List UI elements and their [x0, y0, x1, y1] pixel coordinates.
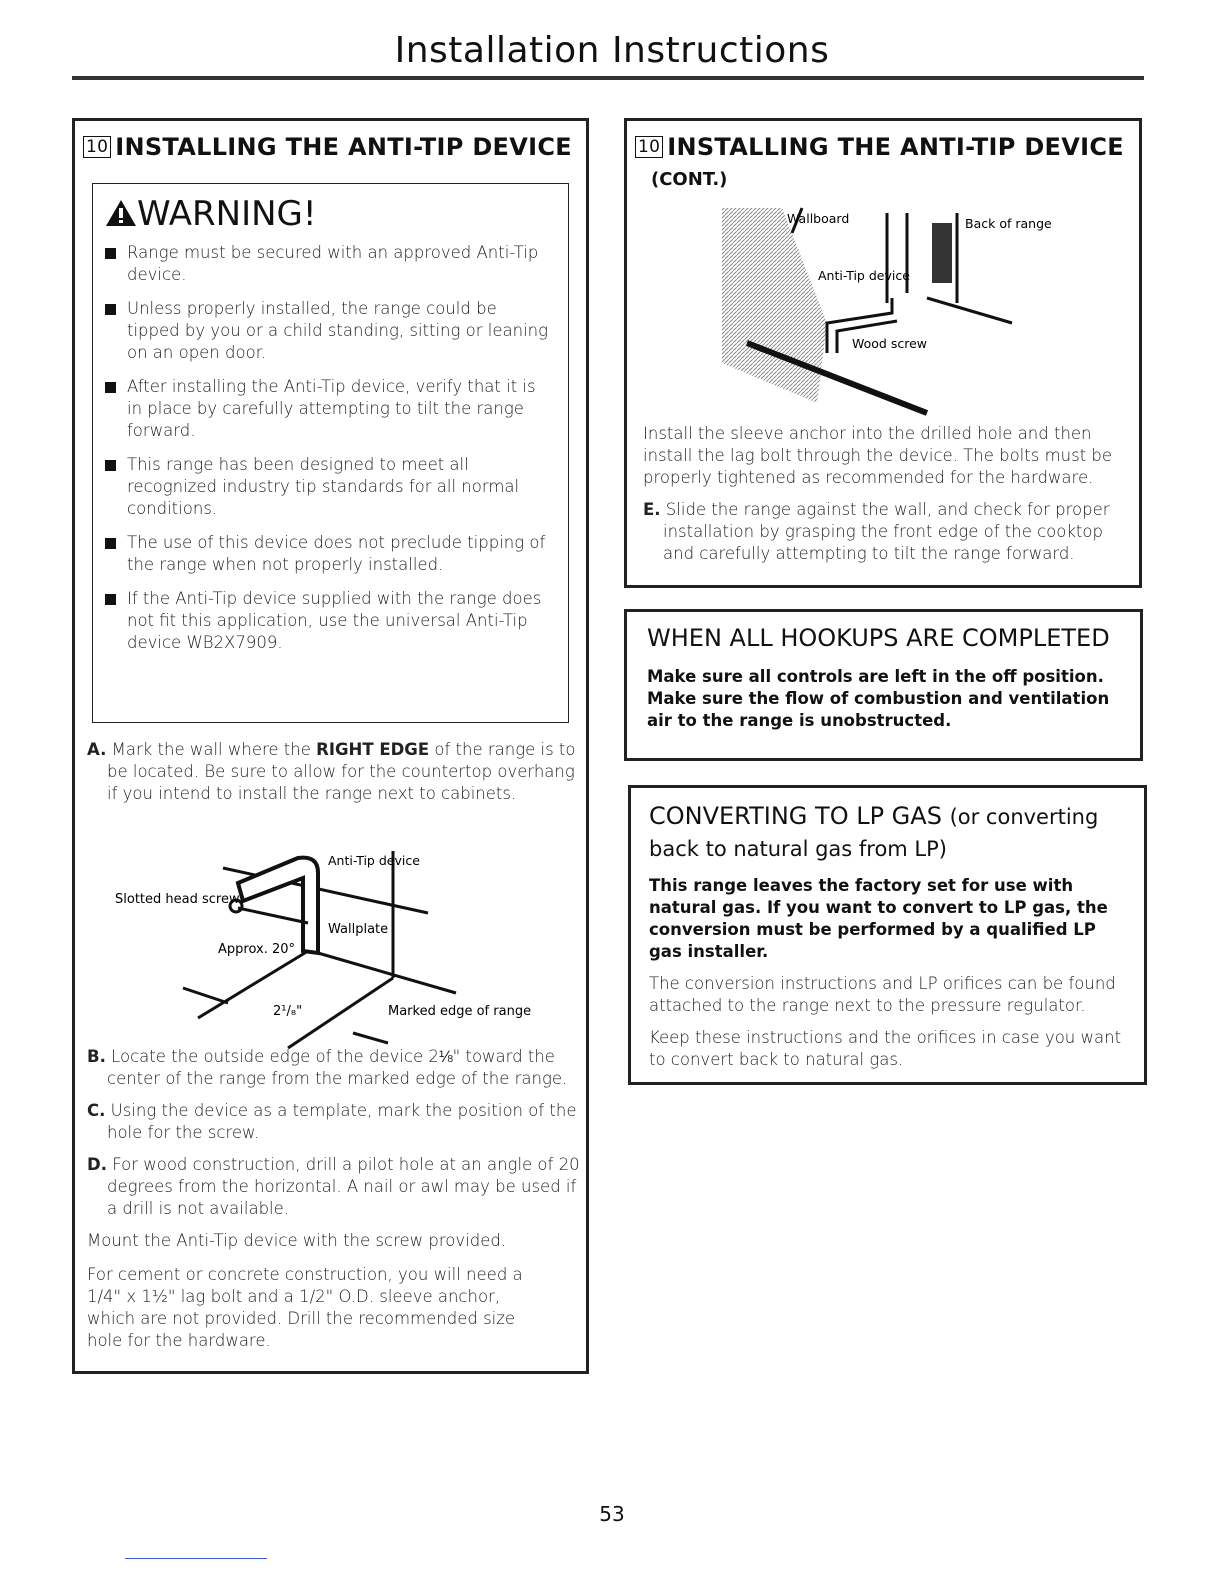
step-number: 10: [83, 136, 111, 158]
wood-screw-label: Wood screw: [852, 336, 927, 351]
lp-bold-text: This range leaves the factory set for use with natural gas. If you want to convert to LP gas, the conversion must be performed by a qualified LP gas installer.: [649, 876, 1108, 961]
section-heading: [649, 800, 1126, 833]
lp-text-2: Keep these instructions and the orifices in case you want to convert back to natural gas.: [649, 1028, 1122, 1069]
wallplate-label: Wallplate: [328, 922, 389, 937]
hookups-section: [624, 609, 1143, 761]
angle-label: Approx. 20°: [218, 942, 296, 957]
right-body: [643, 423, 1123, 575]
wallboard-label: Wallboard: [787, 211, 850, 226]
anti-tip-diagram: [103, 833, 563, 1053]
warning-triangle-icon: [105, 199, 137, 227]
step-a-text-pre: Mark the wall where the: [111, 740, 317, 759]
concrete-text: For cement or concrete construction, you will need a 1/4" x 1½" lag bolt and a 1/2" O.D. sleeve anchor, which are not provided. Drill the recommended size hole for the hardware.: [87, 1265, 523, 1350]
heading-text: CONVERTING TO LP GAS: [649, 802, 942, 830]
step-text: For wood construction, drill a pilot hole at an angle of 20 degrees from the horizontal. A nail or awl may be used if a drill is not available.: [107, 1155, 580, 1218]
section-heading: WHEN ALL HOOKUPS ARE COMPLETED: [647, 624, 1110, 652]
page-title: Installation Instructions: [394, 30, 830, 71]
lp-gas-section: [628, 785, 1147, 1085]
anti-tip-label: Anti-Tip device: [818, 268, 910, 283]
subheading: (CONT.): [651, 169, 728, 190]
warning-title: [105, 194, 554, 234]
steps-b-d: [87, 1046, 582, 1352]
slotted-screw-label: Slotted head screw: [115, 892, 240, 907]
warning-box: [92, 183, 569, 723]
warning-item: The use of this device does not preclude tipping of the range when not properly installed.: [105, 532, 554, 576]
step-letter: B.: [87, 1047, 106, 1066]
step-letter: E.: [643, 500, 661, 519]
warning-item: Range must be secured with an approved Anti-Tip device.: [105, 242, 554, 286]
wallboard-diagram: [717, 203, 1052, 413]
step-a-bold: RIGHT EDGE: [316, 740, 430, 759]
warning-item: After installing the Anti-Tip device, verify that it is in place by carefully attempting to tilt the range forward.: [105, 376, 554, 442]
lp-text-1: The conversion instructions and LP orifices can be found attached to the range next to the pressure regulator.: [649, 974, 1116, 1015]
hookups-text: Make sure all controls are left in the off position. Make sure the flow of combustion and ventilation air to the range is unobstructed.: [647, 667, 1110, 730]
step-letter: C.: [87, 1101, 106, 1120]
heading-small: (or converting: [949, 805, 1099, 829]
warning-item: This range has been designed to meet all recognized industry tip standards for all normal conditions.: [105, 454, 554, 520]
warning-title-text: WARNING!: [137, 194, 317, 234]
warning-item: If the Anti-Tip device supplied with the range does not fit this application, use the universal Anti-Tip device WB2X7909.: [105, 588, 554, 654]
anti-tip-section: [72, 118, 589, 1374]
footer-link-line: [125, 1558, 267, 1559]
back-of-range-label: Back of range: [965, 216, 1052, 231]
step-e: [643, 499, 1123, 565]
step-a: [87, 739, 577, 815]
heading-text: INSTALLING THE ANTI-TIP DEVICE: [115, 133, 572, 161]
install-text: Install the sleeve anchor into the drilled hole and then install the lag bolt through the device. The bolts must be properly tightened as recommended for the hardware.: [643, 424, 1113, 487]
section-heading: [635, 133, 1124, 161]
distance-label: 2¹/₈": [273, 1004, 303, 1019]
anti-tip-label: Anti-Tip device: [328, 853, 420, 868]
step-letter: D.: [87, 1155, 107, 1174]
step-text: Slide the range against the wall, and check for proper installation by grasping the front edge of the cooktop and carefully attempting to tilt the range forward.: [663, 500, 1110, 563]
step-number: 10: [635, 136, 663, 158]
step-text: Locate the outside edge of the device 2⅛" toward the center of the range from the marked edge of the range.: [107, 1047, 568, 1088]
step-b: [87, 1046, 582, 1090]
section-heading: [83, 133, 572, 161]
step-c: [87, 1100, 582, 1144]
page-number: 53: [599, 1502, 625, 1526]
subheading: back to natural gas from LP): [649, 837, 947, 861]
step-letter: A.: [87, 740, 107, 759]
marked-edge-label: Marked edge of range: [388, 1004, 532, 1019]
title-rule: [72, 76, 1144, 80]
step-a-text-post: of the range is to be located. Be sure to allow for the countertop overhang if you intend to install the range next to cabinets.: [107, 740, 576, 803]
mount-text: Mount the Anti-Tip device with the screw provided.: [87, 1231, 507, 1250]
heading-text: INSTALLING THE ANTI-TIP DEVICE: [667, 133, 1124, 161]
anti-tip-cont-section: [624, 118, 1142, 588]
step-d: [87, 1154, 582, 1220]
warning-item: Unless properly installed, the range could be tipped by you or a child standing, sitting or leaning on an open door.: [105, 298, 554, 364]
step-text: Using the device as a template, mark the position of the hole for the screw.: [107, 1101, 577, 1142]
